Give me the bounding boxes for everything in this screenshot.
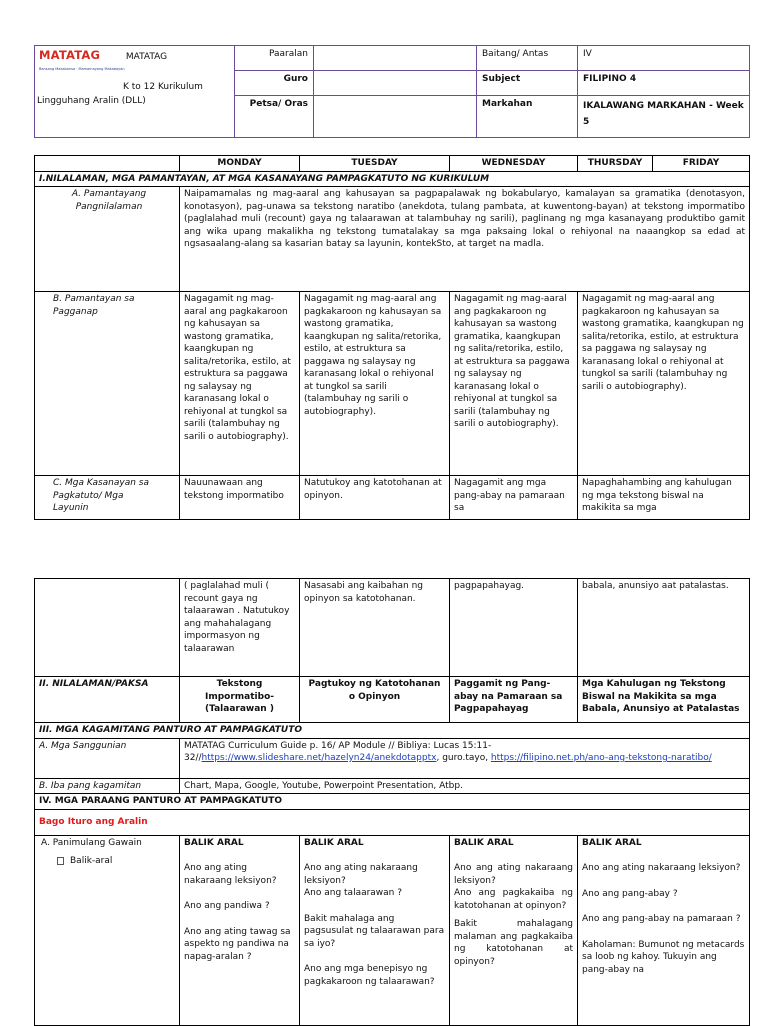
dll-continuation-table	[34, 578, 750, 1026]
petsa-field[interactable]	[314, 96, 477, 138]
day-monday: MONDAY	[180, 156, 300, 172]
kasanayan-wednesday: Nagagamit ang mga pang-abay na pamaraan sa	[450, 476, 578, 520]
pagganap-thursday: Nagagamit ng mag-aaral ang pagkakaroon ng kahusayan sa wastong gramatika, kaangkupan ng salita/retorika, estilo, at estruktura sa paggawa ng salaysay ng karanasang lokal o rehiyonal at tungkol sa sarili (talambuhay ng sarili o autobiography).	[578, 292, 750, 476]
paaralan-field[interactable]	[314, 46, 477, 71]
day-wednesday: WEDNESDAY	[450, 156, 578, 172]
header-title-cell	[35, 46, 235, 138]
header-line2: K to 12 Kurikulum	[123, 82, 203, 92]
iba-pang-kagamitan-label: B. Iba pang kagamitan	[35, 778, 180, 794]
kasanayan-cont-tuesday: Nasasabi ang kaibahan ng opinyon sa katotohanan.	[300, 579, 450, 677]
kasanayan-monday: Nauunawaan ang tekstong impormatibo	[180, 476, 300, 520]
matatag-logo: MATATAG Bansang Makabansa · Mamamayang Makabayan	[39, 48, 125, 71]
markahan-label: Markahan	[477, 96, 578, 138]
balik-aral-tuesday: BALIK ARAL Ano ang ating nakaraang leksiyon? Ano ang talaarawan ? Bakit mahalaga ang pagsusulat ng talaarawan para sa iyo? Ano ang mga benepisyo ng pagkakaroon ng talaarawan?	[300, 835, 450, 1025]
kasanayan-cont-wednesday: pagpapahayag.	[450, 579, 578, 677]
bullet-icon	[57, 857, 64, 865]
nilalaman-label: II. NILALAMAN/PAKSA	[35, 677, 180, 723]
iba-pang-kagamitan-text: Chart, Mapa, Google, Youtube, Powerpoint Presentation, Atbp.	[180, 778, 750, 794]
baitang-label: Baitang/ Antas	[477, 46, 578, 71]
paaralan-label: Paaralan	[235, 46, 314, 71]
dll-main-table	[34, 155, 750, 520]
pamantayang-pangnilalaman-text: Naipamamalas ng mag-aaral ang kahusayan sa pagpapalawak ng bokabularyo, kamalayan sa gramatika (denotasyon, konotasyon), pag-unawa sa tekstong naratibo (anekdota, tulang pambata, at kuwentong-bayan) at tekstong impormatibo (paglalahad muli (recount) gaya ng talaarawan at talambuhay ng sarili), paglinang ng mga kasanayang produktibo gamit ang wika upang makalikha ng tekstong tumatalakay sa mga paksaing lokal o rehiyonal na naaangkop sa edad at ngsasaalang-alang sa kasarian batay sa layunin, kontekSto, at target na madla.	[180, 187, 750, 292]
nilalaman-tuesday: Pagtukoy ng Katotohanan o Opinyon	[300, 677, 450, 723]
section4-title: IV. MGA PARAANG PANTURO AT PAMPAGKATUTO	[35, 794, 750, 810]
nilalaman-monday: Tekstong Impormatibo- (Talaarawan )	[180, 677, 300, 723]
bago-ituro-heading: Bago Ituro ang Aralin	[35, 809, 750, 835]
pagganap-monday: Nagagamit ng mag-aaral ang pagkakaroon ng kahusayan sa wastong gramatika, kaangkupan ng salita/retorika, estilo, at estruktura sa paggawa ng salaysay ng karanasang lokal o rehiyonal at tungkol sa sarili (talambuhay ng sarili o autobiography).	[180, 292, 300, 476]
petsa-label: Petsa/ Oras	[235, 96, 314, 138]
guro-label: Guro	[235, 71, 314, 96]
slideshare-link[interactable]: https://www.slideshare.net/hazelyn24/anekdotapptx	[201, 753, 437, 763]
header-line3: Lingguhang Aralin (DLL)	[37, 95, 146, 106]
subject-value: FILIPINO 4	[578, 71, 750, 96]
balik-aral-monday: BALIK ARAL Ano ang ating nakaraang leksiyon? Ano ang pandiwa ? Ano ang ating tawag sa aspekto ng pandiwa na napag-aralan ?	[180, 835, 300, 1025]
guro-field[interactable]	[314, 71, 477, 96]
nilalaman-wednesday: Paggamit ng Pang-abay na Pamaraan sa Pagpapahayag	[450, 677, 578, 723]
kasanayan-cont-monday: ( paglalahad muli ( recount gaya ng talaarawan . Natutukoy ang mahahalagang impormasyon ng talaarawan	[180, 579, 300, 677]
sanggunian-label: A. Mga Sanggunian	[35, 738, 180, 778]
day-tuesday: TUESDAY	[300, 156, 450, 172]
kasanayan-label: C. Mga Kasanayan sa Pagkatuto/ Mga Layunin	[35, 476, 180, 520]
pamantayang-pangnilalaman-label: A. Pamantayang Pangnilalaman	[35, 187, 180, 292]
day-friday: FRIDAY	[653, 156, 750, 172]
panimulang-gawain-label: A. Panimulang Gawain	[41, 837, 142, 848]
filipino-net-link[interactable]: https://filipino.net.ph/ano-ang-tekstong-naratibo/	[490, 753, 712, 763]
subject-label: Subject	[477, 71, 578, 96]
baitang-value: IV	[578, 46, 750, 71]
kasanayan-tuesday: Natutukoy ang katotohanan at opinyon.	[300, 476, 450, 520]
balik-aral-thursday: BALIK ARAL Ano ang ating nakaraang leksiyon? Ano ang pang-abay ? Ano ang pang-abay na pamaraan ? Kaholaman: Bumunot ng metacards sa loob ng kahoy. Tukuyin ang pang-abay na	[578, 835, 750, 1025]
section3-title: III. MGA KAGAMITANG PANTURO AT PAMPAGKATUTO	[35, 723, 750, 739]
pagganap-wednesday: Nagagamit ng mag-aaral ang pagkakaroon ng kahusayan sa wastong gramatika, kaangkupan ng salita/retorika, estilo, at estruktura sa paggawa ng salaysay ng karanasang lokal o rehiyonal at tungkol sa sarili (talambuhay ng sarili o autobiography).	[450, 292, 578, 476]
kasanayan-cont-thursday: babala, anunsiyo aat patalastas.	[578, 579, 750, 677]
sanggunian-text: MATATAG Curriculum Guide p. 16/ AP Module // Bibliya: Lucas 15:11-32//https://www.slideshare.net/hazelyn24/anekdotapptx, guro.tayo, https://filipino.net.ph/ano-ang-tekstong-naratibo/	[180, 738, 750, 778]
nilalaman-thursday: Mga Kahulugan ng Tekstong Biswal na Makikita sa mga Babala, Anunsiyo at Patalastas	[578, 677, 750, 723]
markahan-value: IKALAWANG MARKAHAN - Week 5	[578, 96, 750, 138]
balik-aral-wednesday: BALIK ARAL Ano ang ating nakaraang leksiyon? Ano ang pagkakaiba ng katotohanan at opinyon? Bakit mahalagang malaman ang pagkakaiba ng katotohanan at opinyon?	[450, 835, 578, 1025]
header-line1: MATATAG	[125, 52, 168, 62]
day-thursday: THURSDAY	[578, 156, 653, 172]
panimulang-gawain-cell	[35, 835, 180, 1025]
pamantayan-sa-pagganap-label: B. Pamantayan sa Pagganap	[35, 292, 180, 476]
section1-title: I.NILALAMAN, MGA PAMANTAYAN, AT MGA KASANAYANG PAMPAGKATUTO NG KURIKULUM	[35, 171, 750, 187]
kasanayan-thursday: Napaghahambing ang kahulugan ng mga tekstong biswal na makikita sa mga	[578, 476, 750, 520]
balik-aral-item: Balik-aral	[39, 855, 175, 868]
dll-header-table	[34, 45, 750, 138]
pagganap-tuesday: Nagagamit ng mag-aaral ang pagkakaroon ng kahusayan sa wastong gramatika, kaangkupan ng salita/retorika, estilo, at estruktura sa paggawa ng salaysay ng karanasang lokal o rehiyonal at tungkol sa sarili (talambuhay ng sarili o autobiography).	[300, 292, 450, 476]
